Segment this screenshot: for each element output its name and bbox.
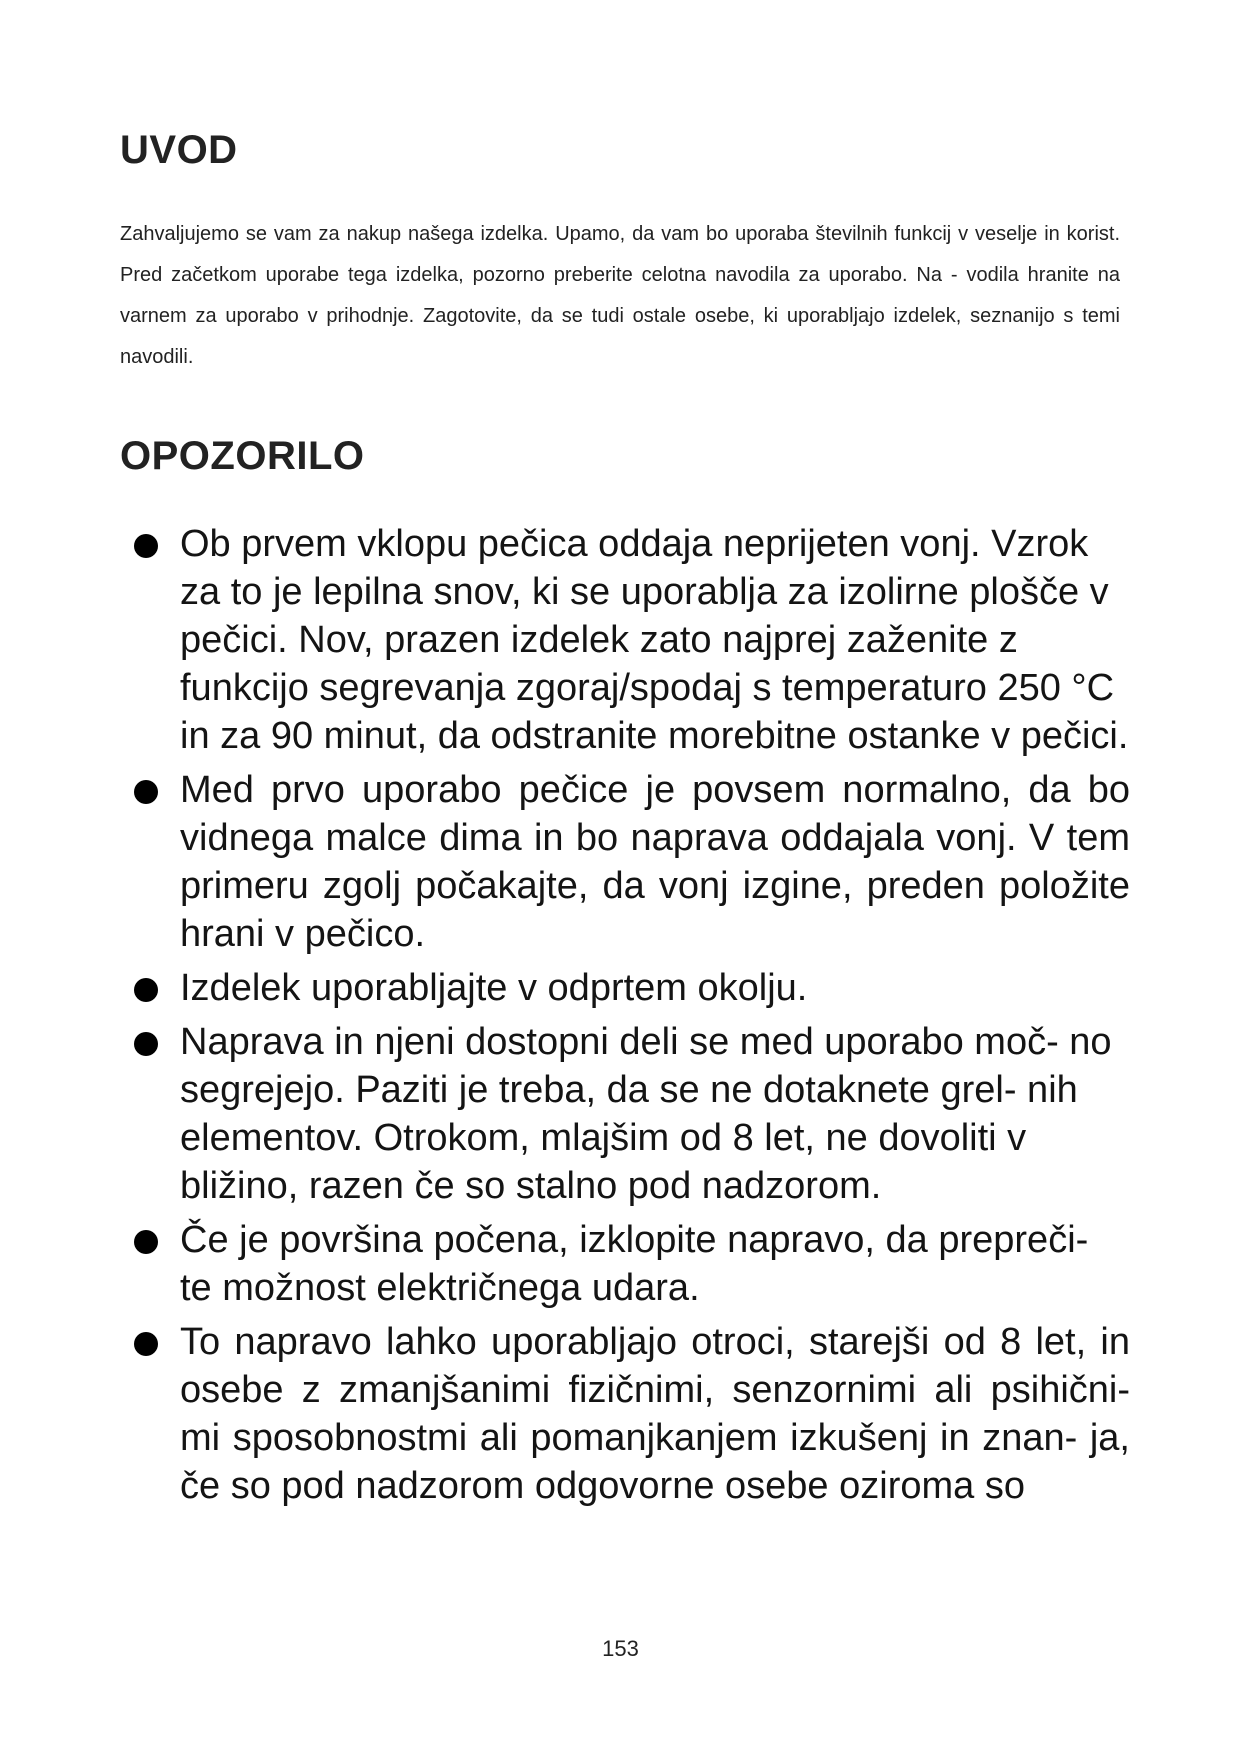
intro-paragraph: Zahvaljujemo se vam za nakup našega izdelka. Upamo, da vam bo uporaba številnih funkcij v veselje in korist. Pred začetkom uporabe tega izdelka, pozorno preberite celotna navodila za uporabo. Na - vodila hranite na varnem za uporabo v prihodnje. Zagotovite, da se tudi ostale osebe, ki uporabljajo izdelek, seznanijo s temi navodili.: [120, 223, 1120, 368]
warning-item: [120, 964, 1130, 1012]
warning-text: Izdelek uporabljajte v odprtem okolju.: [180, 967, 808, 1009]
bullet-icon: [134, 1230, 158, 1254]
warning-text: Naprava in njeni dostopni deli se med uporabo moč- no segrejejo. Paziti je treba, da se ne dotaknete grel- nih elementov. Otrokom, mlajšim od 8 let, ne dovoliti v bližino, razen če so stalno pod nadzorom.: [180, 1021, 1112, 1207]
warning-text: To napravo lahko uporabljajo otroci, starejši od 8 let, in osebe z zmanjšanimi fizičnimi, senzornimi ali psihični- mi sposobnostmi ali pomanjkanjem izkušenj in znan- ja, če so pod nadzorom odgovorne osebe oziroma so: [180, 1321, 1130, 1507]
bullet-icon: [134, 978, 158, 1002]
warning-list: [120, 520, 1130, 1516]
warning-text: Če je površina počena, izklopite napravo, da prepreči- te možnost električnega udara.: [180, 1219, 1089, 1309]
page-number: 153: [602, 1636, 639, 1661]
bullet-icon: [134, 1032, 158, 1056]
section-title-intro: UVOD: [120, 128, 238, 172]
warning-item: [120, 1318, 1130, 1510]
warning-item: [120, 520, 1130, 760]
warning-text: Med prvo uporabo pečice je povsem normalno, da bo vidnega malce dima in bo naprava oddajala vonj. V tem primeru zgolj počakajte, da vonj izgine, preden položite hrani v pečico.: [180, 769, 1130, 955]
bullet-icon: [134, 534, 158, 558]
warning-text: Ob prvem vklopu pečica oddaja neprijeten vonj. Vzrok za to je lepilna snov, ki se uporablja za izolirne plošče v pečici. Nov, prazen izdelek zato najprej zaženite z funkcijo segrevanja zgoraj/spodaj s temperaturo 250 °C in za 90 minut, da odstranite morebitne ostanke v pečici.: [180, 523, 1129, 757]
warning-item: [120, 1216, 1130, 1312]
bullet-icon: [134, 780, 158, 804]
warning-item: [120, 1018, 1130, 1210]
warning-item: [120, 766, 1130, 958]
section-title-warning: OPOZORILO: [120, 434, 365, 478]
bullet-icon: [134, 1332, 158, 1356]
